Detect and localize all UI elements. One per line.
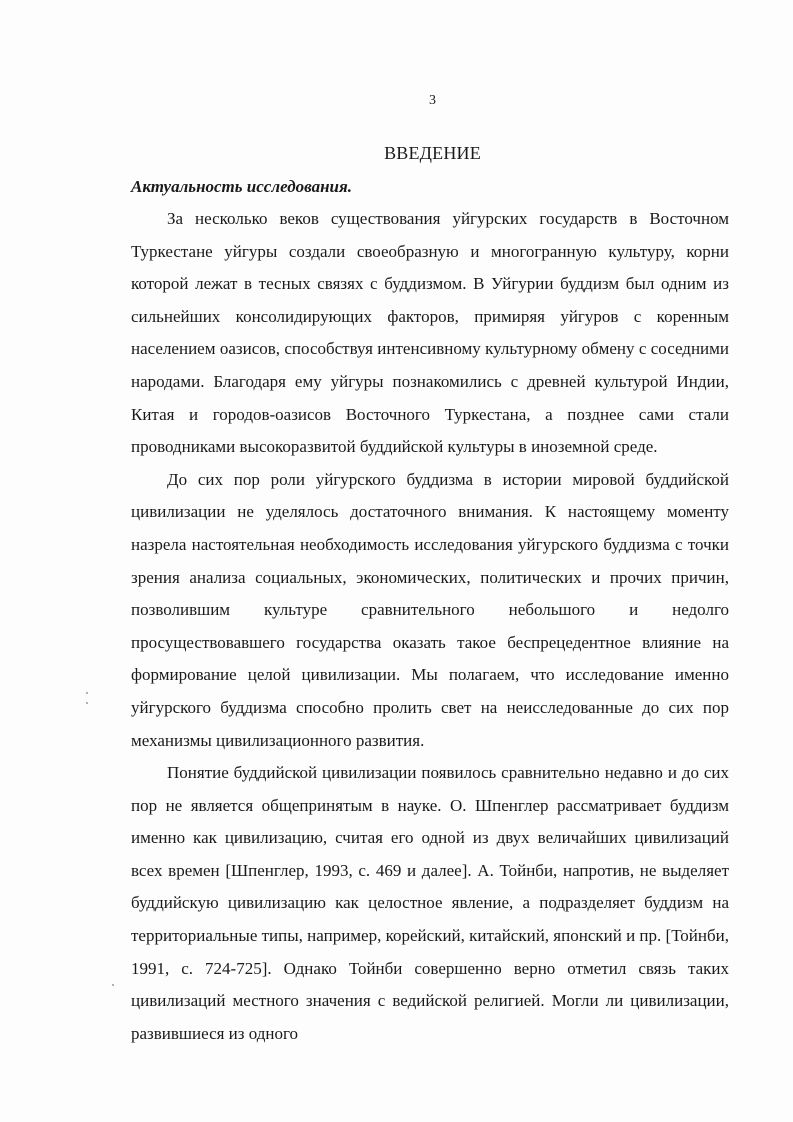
page-number: 3 bbox=[429, 93, 436, 108]
body-text bbox=[131, 203, 729, 1050]
section-heading: ВВЕДЕНИЕ bbox=[384, 143, 481, 163]
scan-speck bbox=[86, 702, 88, 704]
scan-speck bbox=[86, 692, 88, 694]
paragraph: За несколько веков существования уйгурских государств в Восточном Туркестане уйгуры создали своеобразную и многогранную культуру, корни которой лежат в тесных связях с буддизмом. В Уйгурии буддизм был одним из сильнейших консолидирующих факторов, примиряя уйгуров с коренным населением оазисов, способствуя интенсивному культурному обмену с соседними народами. Благодаря ему уйгуры познакомились с древней культурой Индии, Китая и городов-оазисов Восточного Туркестана, а позднее сами стали проводниками высокоразвитой буддийской культуры в иноземной среде. bbox=[131, 209, 729, 457]
section-subheading: Актуальность исследования. bbox=[131, 177, 352, 196]
paragraph: До сих пор роли уйгурского буддизма в истории мировой буддийской цивилизации не уделялось достаточного внимания. К настоящему моменту назрела настоятельная необходимость исследования уйгурского буддизма с точки зрения анализа социальных, экономических, политических и прочих причин, позволившим культуре сравнительного небольшого и недолго просуществовавшего государства оказать такое беспрецедентное влияние на формирование целой цивилизации. Мы полагаем, что исследование именно уйгурского буддизма способно пролить свет на неисследованные до сих пор механизмы цивилизационного развития. bbox=[131, 469, 729, 750]
scan-speck bbox=[112, 984, 114, 986]
paragraph: Понятие буддийской цивилизации появилось сравнительно недавно и до сих пор не является общепринятым в науке. О. Шпенглер рассматривает буддизм именно как цивилизацию, считая его одной из двух величайших цивилизаций всех времен [Шпенглер, 1993, с. 469 и далее]. А. Тойнби, напротив, не выделяет буддийскую цивилизацию как целостное явление, а подразделяет буддизм на территориальные типы, например, корейский, китайский, японский и пр. [Тойнби, 1991, с. 724-725]. Однако Тойнби совершенно верно отметил связь таких цивилизаций местного значения с ведийской религией. Могли ли цивилизации, развившиеся из одного bbox=[131, 763, 729, 1043]
